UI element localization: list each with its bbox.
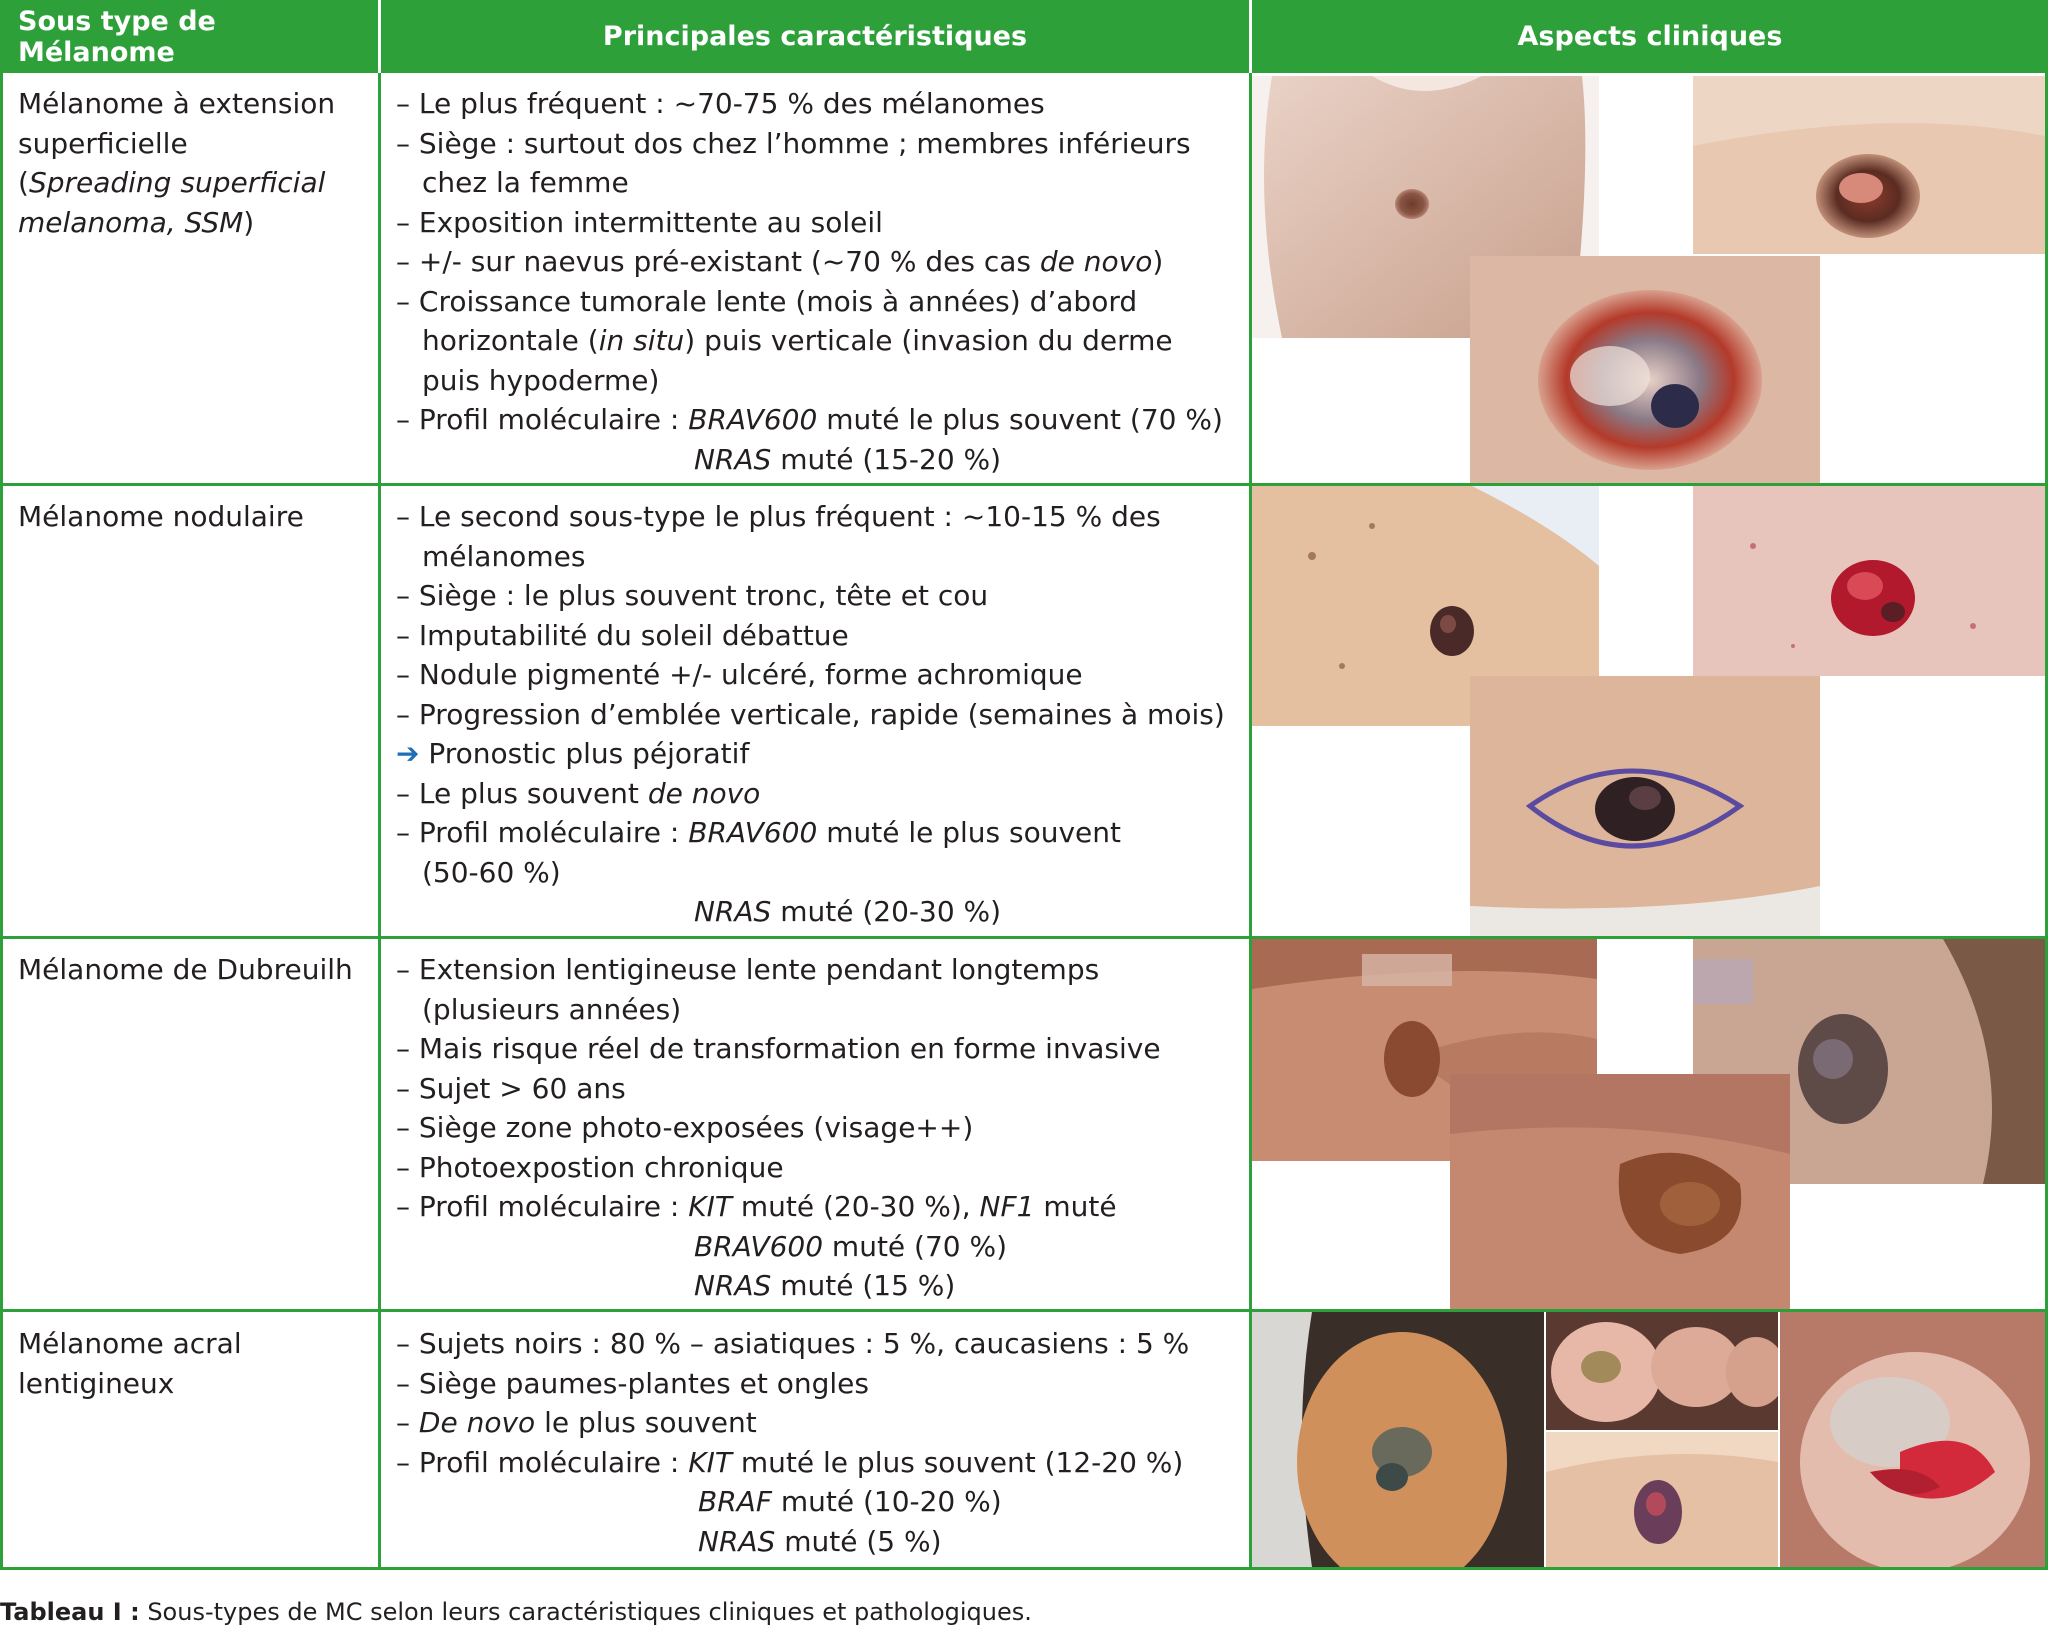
clinical-photo-skin bbox=[1693, 76, 2045, 254]
characteristic-line: – Photoexpostion chronique bbox=[396, 1150, 784, 1184]
characteristic-line: mélanomes bbox=[422, 539, 586, 573]
clinical-photo-lentigo bbox=[1450, 1074, 1790, 1309]
characteristic-line: NRAS muté (20-30 %) bbox=[694, 895, 1002, 928]
characteristic-line: – Extension lentigineuse lente pendant longtemps bbox=[396, 953, 1100, 986]
characteristic-line: – Siège : surtout dos chez l’homme ; membres inférieurs bbox=[396, 126, 1191, 160]
characteristic-line: – Profil moléculaire : KIT muté (20-30 %), NF1 muté bbox=[396, 1190, 1117, 1223]
grid-line bbox=[378, 73, 381, 1570]
caption-label: Tableau I : bbox=[0, 1598, 140, 1626]
clinical-photo-closeup bbox=[1470, 256, 1820, 483]
characteristic-line: BRAF muté (10-20 %) bbox=[698, 1485, 1002, 1518]
characteristic-line: – +/- sur naevus pré-existant (~70 % des cas de novo) bbox=[396, 245, 1164, 278]
row1-subtype-name bbox=[18, 84, 376, 242]
characteristic-line: – Croissance tumorale lente (mois à années) d’abord bbox=[396, 284, 1138, 318]
characteristic-line: (50-60 %) bbox=[422, 855, 561, 889]
subtype-name-line: melanoma, SSM) bbox=[18, 205, 255, 239]
grid-line bbox=[0, 73, 3, 1570]
subtype-name-line: (Spreading superficial bbox=[18, 166, 326, 199]
header-subtype-label: Sous type de Mélanome bbox=[18, 5, 216, 68]
prognosis-line bbox=[396, 734, 1246, 774]
grid-line bbox=[0, 1567, 2048, 1570]
characteristic-line: Pronostic plus péjoratif bbox=[428, 737, 750, 770]
row4-subtype-name bbox=[18, 1324, 376, 1403]
characteristic-line: – Siège paumes-plantes et ongles bbox=[396, 1366, 869, 1400]
clinical-photo-excision bbox=[1470, 676, 1820, 936]
characteristic-line: – Mais risque réel de transformation en forme invasive bbox=[396, 1032, 1161, 1065]
characteristic-line: – Le plus fréquent : ~70-75 % des mélanomes bbox=[396, 87, 1045, 120]
header-divider bbox=[378, 0, 381, 73]
subtype-name-line: Mélanome de Dubreuilh bbox=[18, 953, 353, 986]
characteristic-line: – Sujet > 60 ans bbox=[396, 1071, 626, 1105]
characteristic-line: – Le second sous-type le plus fréquent : ~10-15 % des bbox=[396, 500, 1161, 533]
row3-characteristics bbox=[396, 950, 1246, 1306]
header-characteristics bbox=[381, 0, 1249, 73]
characteristic-line: – Siège zone photo-exposées (visage++) bbox=[396, 1111, 974, 1144]
characteristic-line: puis hypoderme) bbox=[422, 363, 660, 397]
row1-characteristics bbox=[396, 84, 1246, 479]
row2-subtype-name bbox=[18, 497, 376, 537]
characteristic-line: – Profil moléculaire : KIT muté le plus souvent (12-20 %) bbox=[396, 1445, 1184, 1479]
caption-text: Sous-types de MC selon leurs caractéristiques cliniques et pathologiques. bbox=[139, 1598, 1032, 1626]
characteristic-line: – Nodule pigmenté +/- ulcéré, forme achromique bbox=[396, 658, 1083, 691]
subtype-name-line: Mélanome nodulaire bbox=[18, 500, 304, 533]
characteristic-line: chez la femme bbox=[422, 166, 629, 199]
clinical-photo-toes bbox=[1546, 1312, 1778, 1430]
header-divider bbox=[1249, 0, 1252, 73]
header-characteristics-label: Principales caractéristiques bbox=[602, 21, 1028, 52]
characteristic-line: BRAV600 muté (70 %) bbox=[694, 1229, 1008, 1263]
characteristic-line: – Imputabilité du soleil débattue bbox=[396, 618, 849, 652]
characteristic-line: – Sujets noirs : 80 % – asiatiques : 5 %, caucasiens : 5 % bbox=[396, 1327, 1190, 1360]
characteristic-line: – Progression d’emblée verticale, rapide (semaines à mois) bbox=[396, 697, 1225, 731]
subtype-name-line: Mélanome acral bbox=[18, 1327, 242, 1360]
clinical-photo-nodule bbox=[1693, 486, 2045, 676]
characteristic-line: NRAS muté (15-20 %) bbox=[694, 442, 1002, 476]
row4-characteristics bbox=[396, 1324, 1246, 1561]
characteristic-line: horizontale (in situ) puis verticale (invasion du derme bbox=[422, 324, 1173, 357]
characteristic-line: NRAS muté (15 %) bbox=[694, 1269, 956, 1302]
row2-characteristics bbox=[396, 497, 1246, 932]
subtype-name-line: lentigineux bbox=[18, 1366, 175, 1400]
header-subtype bbox=[0, 0, 378, 73]
characteristic-line: – Exposition intermittente au soleil bbox=[396, 205, 883, 239]
subtype-name-line: superficielle bbox=[18, 126, 188, 160]
characteristic-line: – Le plus souvent de novo bbox=[396, 776, 761, 810]
row3-subtype-name bbox=[18, 950, 376, 990]
clinical-photo-sole bbox=[1546, 1432, 1778, 1567]
header-clinical-aspects bbox=[1252, 0, 2048, 73]
characteristic-line: – De novo le plus souvent bbox=[396, 1406, 757, 1439]
subtype-name-line: Mélanome à extension bbox=[18, 87, 336, 120]
right-arrow-icon: ➔ bbox=[396, 737, 420, 770]
table-caption bbox=[0, 1598, 1032, 1626]
characteristic-line: NRAS muté (5 %) bbox=[698, 1524, 942, 1558]
header-clinical-aspects-label: Aspects cliniques bbox=[1517, 21, 1783, 52]
characteristic-line: – Profil moléculaire : BRAV600 muté le plus souvent (70 %) bbox=[396, 403, 1223, 436]
clinical-photo-nail bbox=[1780, 1312, 2045, 1567]
characteristic-line: – Profil moléculaire : BRAV600 muté le plus souvent bbox=[396, 816, 1122, 849]
clinical-photo-heel bbox=[1252, 1312, 1544, 1567]
characteristic-line: (plusieurs années) bbox=[422, 992, 682, 1026]
characteristic-line: – Siège : le plus souvent tronc, tête et cou bbox=[396, 579, 989, 612]
